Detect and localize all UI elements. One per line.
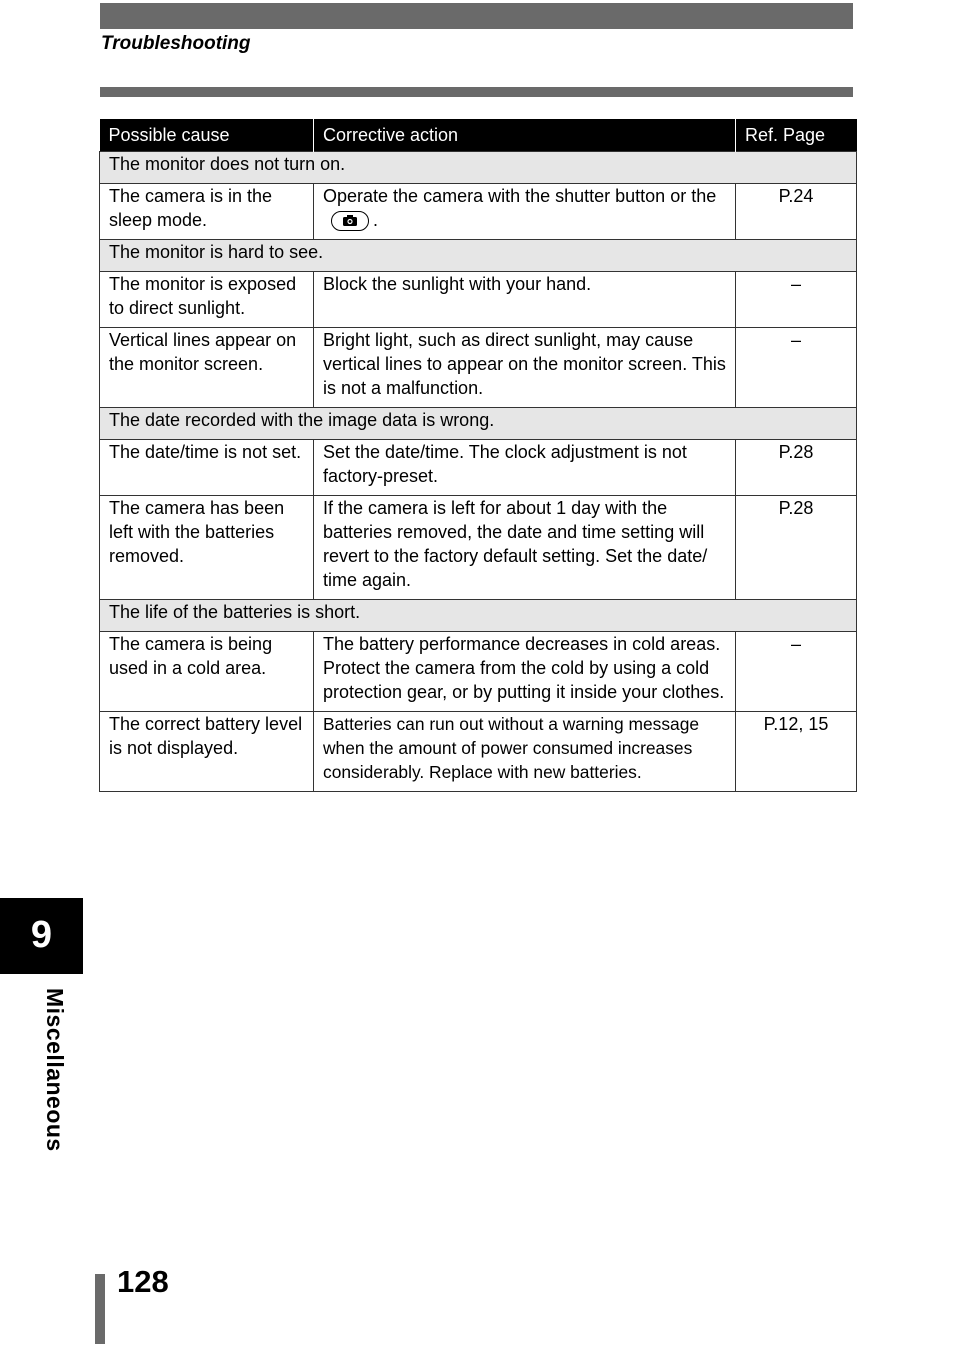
section-title: Troubleshooting <box>101 33 251 54</box>
table-row <box>100 184 857 240</box>
chapter-number: 9 <box>30 914 53 956</box>
ref-cell: – <box>736 632 857 712</box>
group-header-row <box>100 152 857 184</box>
cause-cell: The monitor is exposed to direct sunlight. <box>100 272 314 328</box>
ref-cell: – <box>736 272 857 328</box>
action-cell: Batteries can run out without a warning message when the amount of power consumed increases considerably. Replace with new batteries. <box>314 712 736 792</box>
cause-cell: The date/time is not set. <box>100 440 314 496</box>
ref-cell: – <box>736 328 857 408</box>
action-cell: Bright light, such as direct sunlight, may cause vertical lines to appear on the monitor screen. This is not a malfunction. <box>314 328 736 408</box>
table-row <box>100 272 857 328</box>
action-text: Operate the camera with the shutter button or the <box>323 186 717 206</box>
table-row <box>100 496 857 600</box>
ref-cell: P.12, 15 <box>736 712 857 792</box>
ref-cell: P.28 <box>736 440 857 496</box>
cause-cell: The camera is being used in a cold area. <box>100 632 314 712</box>
group-header-row <box>100 408 857 440</box>
page-number: 128 <box>117 1264 169 1299</box>
ref-cell: P.24 <box>736 184 857 240</box>
action-cell: The battery performance decreases in cold areas. Protect the camera from the cold by using a cold protection gear, or by putting it inside your clothes. <box>314 632 736 712</box>
cause-cell: The camera is in the sleep mode. <box>100 184 314 240</box>
group-title: The life of the batteries is short. <box>100 600 857 632</box>
action-text-end: . <box>373 210 379 230</box>
camera-button-icon <box>331 211 369 231</box>
column-header-cause: Possible cause <box>100 119 314 152</box>
table-header-row <box>100 119 857 152</box>
table-row <box>100 328 857 408</box>
group-title: The date recorded with the image data is wrong. <box>100 408 857 440</box>
cause-cell: The correct battery level is not displayed. <box>100 712 314 792</box>
group-header-row <box>100 600 857 632</box>
ref-cell: P.28 <box>736 496 857 600</box>
table-row <box>100 712 857 792</box>
group-header-row <box>100 240 857 272</box>
column-header-action: Corrective action <box>314 119 736 152</box>
header-bar <box>100 3 853 29</box>
cause-cell: Vertical lines appear on the monitor screen. <box>100 328 314 408</box>
column-header-ref: Ref. Page <box>736 119 857 152</box>
table-row <box>100 440 857 496</box>
cause-cell: The camera has been left with the batteries removed. <box>100 496 314 600</box>
action-cell: Set the date/time. The clock adjustment is not factory-preset. <box>314 440 736 496</box>
page-number-bar <box>95 1274 105 1344</box>
header-rule <box>100 87 853 97</box>
action-cell: If the camera is left for about 1 day with the batteries removed, the date and time setting will revert to the factory default setting. Set the date/ time again. <box>314 496 736 600</box>
chapter-label: Miscellaneous <box>42 988 68 1152</box>
action-cell: Block the sunlight with your hand. <box>314 272 736 328</box>
action-cell <box>314 184 736 240</box>
group-title: The monitor does not turn on. <box>100 152 857 184</box>
table-row <box>100 632 857 712</box>
troubleshooting-table <box>99 119 857 792</box>
group-title: The monitor is hard to see. <box>100 240 857 272</box>
